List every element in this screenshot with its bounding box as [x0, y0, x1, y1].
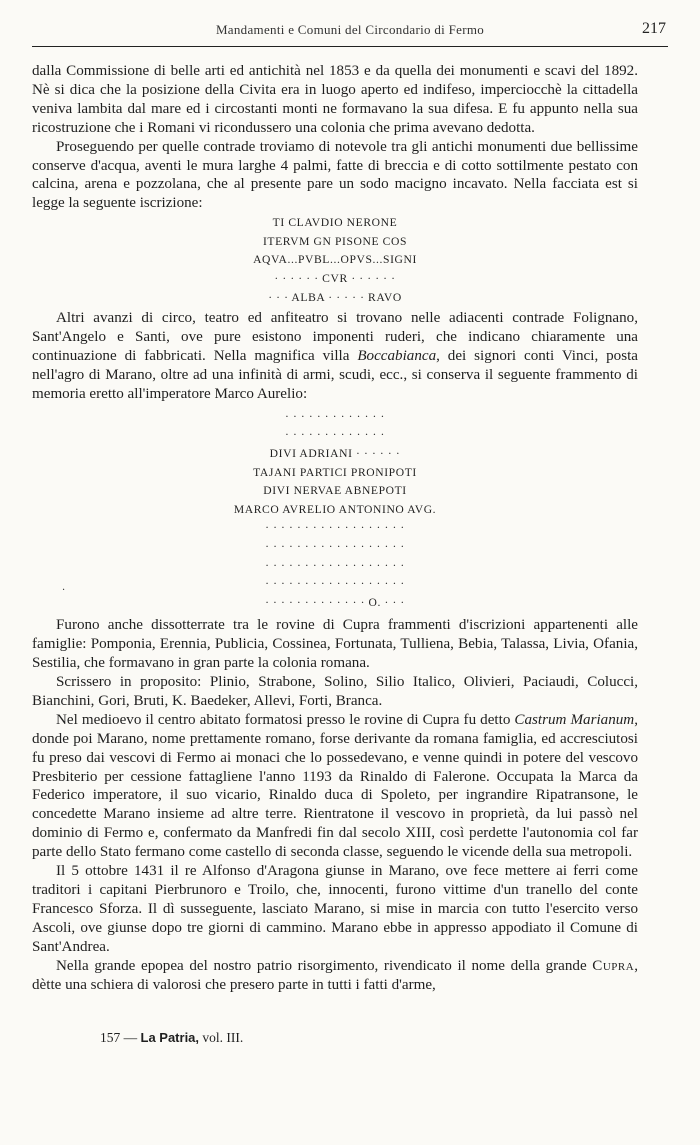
- paragraph-8: [32, 957, 638, 995]
- inscription-line: TI CLAVDIO NERONE: [272, 216, 398, 230]
- paragraph-3-text-end: , dei signori conti Vinci, posta nell'agro di Marano, oltre ad una infinità di armi, scudi, ecc., si conserva il seguente frammento di memoria eretto all'imperatore Marco Aurelio:: [32, 348, 638, 402]
- stray-mark: ·: [62, 585, 66, 596]
- paragraph-3-text: Altri avanzi di circo, teatro ed anfiteatro si trovano nelle adiacenti contrade Folignano, Sant'Angelo e Santi, ove pure esistono imponenti ruderi, che indicano chiaramente una continuazione di fabbricati. Nella magnifica villa: [32, 310, 638, 365]
- body-text: [32, 62, 638, 994]
- inscription-line: DIVI NERVAE ABNEPOTI: [263, 484, 407, 498]
- villa-name: Boccabianca: [357, 348, 437, 365]
- paragraph-8-text-end: , dètte una schiera di valorosi che presero parte in tutti i fatti d'arme,: [32, 957, 638, 993]
- paragraph-5: Scrissero in proposito: Plinio, Strabone, Solino, Silio Italico, Olivieri, Paciaudi, Colucci, Bianchini, Gori, Bruti, K. Baedeker, Allevi, Forti, Branca.: [32, 674, 638, 709]
- inscription-line: DIVI ADRIANI · · · · · ·: [269, 446, 401, 460]
- inscription-line: MARCO AVRELIO ANTONINO AVG.: [233, 502, 437, 516]
- inscription-line: · · · ALBA · · · · · RAVO: [268, 290, 402, 304]
- inscription-line: · · · · · · · · · · · · · · · · · ·: [265, 577, 405, 591]
- castrum-name: Castrum Marianum: [514, 711, 635, 728]
- header-title: Mandamenti e Comuni del Circondario di Fermo: [215, 22, 485, 37]
- paragraph-8-text: Nella grande epopea del nostro patrio risorgimento, rivendicato il nome della grande: [56, 957, 593, 974]
- inscription-line: · · · · · · · · · · · · ·: [285, 409, 385, 423]
- paragraph-1: dalla Commissione di belle arti ed antichità nel 1853 e da quella dei monumenti e scavi del 1892. Nè si dica che la posizione della Civita era in luogo aperto ed indifeso, imperciocchè la cittadella veniva lambita dal mare ed i circostanti monti ne formavano la sua difesa. E fu appunto nella sua ricostruzione che i Romani vi ricondussero una colonia che prima avevano dedotta.: [32, 63, 638, 136]
- inscription-line: · · · · · · · · · · · · · O. · · ·: [265, 595, 405, 609]
- running-header: [32, 20, 668, 42]
- cupra-name: Cupra: [592, 957, 635, 974]
- paragraph-6: [32, 711, 638, 862]
- signature-footer: [100, 1030, 243, 1046]
- paragraph-6-text: Nel medioevo il centro abitato formatosi presso le rovine di Cupra fu detto: [56, 711, 515, 728]
- paragraph-4: Furono anche dissotterrate tra le rovine di Cupra frammenti d'iscrizioni appartenenti alle famiglie: Pomponia, Erennia, Publicia, Cossinea, Fortunata, Tulliena, Bebia, Talassa, Livia, Ofania, Sestilia, che formavano in gran parte la colonia romana.: [32, 617, 638, 672]
- inscription-nero: [32, 214, 638, 307]
- paragraph-7: Il 5 ottobre 1431 il re Alfonso d'Aragona giunse in Marano, ove fece mettere ai ferri come traditori i capitani Pierbrunoro e Troilo, che, innocenti, furono vittime d'un tranello del conte Francesco Sforza. Il dì susseguente, lasciato Marano, si mise in marcia con tutto l'esercito verso Ascoli, ove giunse dopo tre giorni di cammino. Marano ebbe in appresso appodiato il Comune di Sant'Andrea.: [32, 863, 638, 955]
- inscription-marcus-aurelius: [32, 408, 638, 613]
- footer-title: La Patria,: [140, 1030, 200, 1045]
- page-number: 217: [642, 20, 666, 37]
- inscription-line: · · · · · · · · · · · · · · · · · ·: [265, 539, 405, 553]
- inscription-line: ITERVM GN PISONE COS: [262, 234, 408, 248]
- paragraph-6-text-end: , donde poi Marano, nome prettamente romano, forse derivante da romana famiglia, ed accresciutosi fu preso dai vescovi di Fermo ai monaci che lo possedevano, e venne quindi in potere del vescovo Presbiterio per cessione fattagliene l'anno 1193 da Rinaldo di Falerone. Occupata la Marca da Federico imperatore, il suo vicario, Rinaldo duca di Spoleto, per ingrandire Ripatransone, le concedette Marano insieme ad altre terre. Rientratone il vescovo in proprietà, da lui passò nel dominio di Fermo e, confermato da Manfredi fin dal secolo XIII, così perdette l'autonomia col far parte dello Stato fermano come castello di seconda classe, seguendo le vicende della sua metropoli.: [32, 711, 638, 861]
- inscription-line: · · · · · · · · · · · · ·: [285, 428, 385, 442]
- inscription-line: · · · · · · · · · · · · · · · · · ·: [265, 521, 405, 535]
- inscription-line: · · · · · · · · · · · · · · · · · ·: [265, 558, 405, 572]
- inscription-line: TAJANI PARTICI PRONIPOTI: [253, 465, 417, 479]
- paragraph-3: [32, 309, 638, 404]
- inscription-line: · · · · · · CVR · · · · · ·: [274, 272, 396, 286]
- footer-number: 157 —: [100, 1030, 138, 1045]
- footer-volume: vol. III.: [202, 1030, 244, 1045]
- inscription-line: AQVA...PVBL...OPVS...SIGNI: [253, 253, 417, 267]
- header-rule: [32, 46, 668, 47]
- paragraph-2: Proseguendo per quelle contrade troviamo di notevole tra gli antichi monumenti due bellissime conserve d'acqua, aventi le mura larghe 4 palmi, fatte di breccia e di cotto sottilmente pestato con calcina, arena e pozzolana, che al presente pare un sodo macigno incavato. Nella facciata est si legge la seguente iscrizione:: [32, 138, 638, 212]
